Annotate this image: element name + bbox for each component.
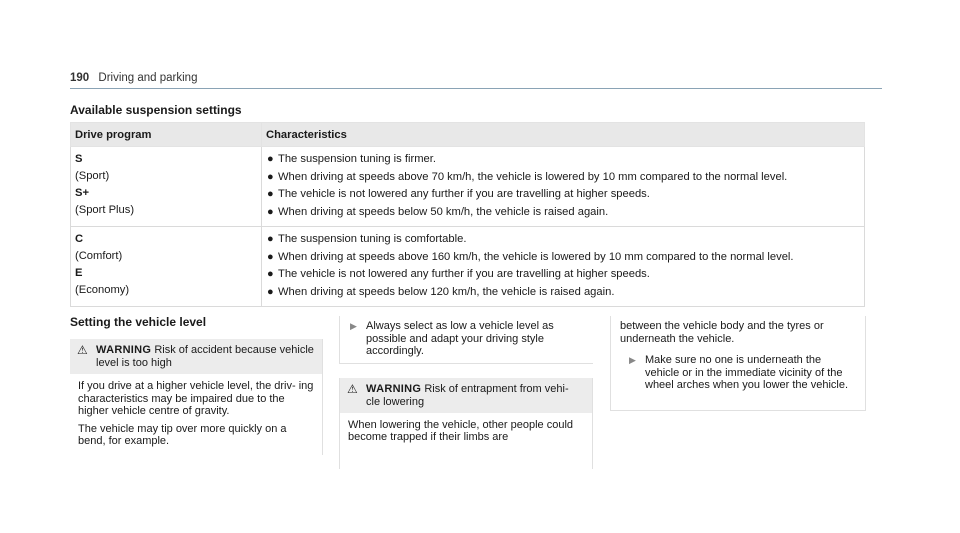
mode-code: C: [75, 233, 84, 245]
suspension-table: [70, 122, 865, 307]
characteristics-cell: [262, 147, 865, 227]
drive-program-cell: [71, 147, 262, 227]
warning-title: Risk of entrapment from vehi- cle lowering: [366, 382, 569, 408]
list-item: ● The vehicle is not lowered any further if you are travelling at higher speeds.: [278, 186, 860, 204]
list-item: ● The suspension tuning is comfortable.: [278, 231, 860, 249]
list-item: ● When driving at speeds above 160 km/h, the vehicle is lowered by 10 mm compared to the normal level.: [278, 249, 860, 267]
characteristics-cell: [262, 227, 865, 307]
table-row: [71, 227, 865, 307]
mode-name: (Sport Plus): [75, 204, 135, 216]
warning-title: Risk of accident because vehicle level is too high: [96, 344, 314, 369]
list-item: ● When driving at speeds above 70 km/h, the vehicle is lowered by 10 mm compared to the normal level.: [278, 169, 860, 187]
warning-triangle-icon: ⚠: [347, 381, 358, 396]
warning-label: WARNING: [96, 344, 152, 356]
mode-name: (Comfort): [75, 250, 123, 262]
page-header: [70, 72, 197, 84]
list-item: ● When driving at speeds below 50 km/h, the vehicle is raised again.: [278, 204, 860, 222]
warning-paragraph: If you drive at a higher vehicle level, the driv- ing characteristics may be impaired due to the higher vehicle centre of gravity.: [78, 380, 314, 417]
bullet-icon: ●: [267, 233, 274, 245]
warning-header: [70, 339, 322, 374]
play-arrow-icon: ▶: [629, 355, 636, 365]
warning-paragraph: The vehicle may tip over more quickly on a bend, for example.: [78, 422, 287, 447]
mode-name: (Sport): [75, 170, 110, 182]
warning-box-accident: [70, 339, 323, 455]
bullet-icon: ●: [267, 170, 274, 183]
table-header-row: [71, 123, 865, 147]
middle-column: [339, 316, 593, 469]
mode-code: S: [75, 153, 83, 165]
header-divider: [70, 88, 882, 89]
bullet-icon: ●: [267, 285, 274, 298]
warning-box-entrapment: [339, 378, 593, 469]
setting-vehicle-level-title: Setting the vehicle level: [70, 315, 207, 329]
warning-paragraph: When lowering the vehicle, other people could become trapped if their limbs are: [348, 418, 574, 443]
section-title: Available suspension settings: [70, 103, 242, 117]
mode-name: (Economy): [75, 284, 130, 296]
warning-header: [340, 378, 592, 413]
bullet-icon: ●: [267, 205, 274, 218]
instruction-text: Make sure no one is underneath the vehicle or in the immediate vicinity of the wheel arches when you lower the vehicle.: [645, 354, 849, 391]
warning-triangle-icon: ⚠: [77, 343, 88, 357]
instruction-step: [611, 345, 865, 392]
bullet-icon: ●: [267, 268, 274, 280]
mode-code: S+: [75, 187, 89, 199]
list-item: ● The suspension tuning is firmer.: [278, 151, 860, 169]
column-header-drive-program: Drive program: [71, 123, 262, 147]
instruction-step: [339, 316, 593, 364]
mode-code: E: [75, 267, 83, 279]
warning-body: [340, 413, 592, 444]
continued-text: between the vehicle body and the tyres or underneath the vehicle.: [620, 320, 824, 345]
column-header-characteristics: Characteristics: [262, 123, 865, 147]
table-row: [71, 147, 865, 227]
bullet-icon: ●: [267, 153, 274, 165]
drive-program-cell: [71, 227, 262, 307]
warning-body: [70, 374, 322, 448]
section-name: Driving and parking: [98, 72, 198, 84]
bullet-icon: ●: [267, 188, 274, 200]
bullet-icon: ●: [267, 250, 274, 263]
page-number: 190: [70, 72, 90, 84]
list-item: ● When driving at speeds below 120 km/h, the vehicle is raised again.: [278, 284, 860, 302]
list-item: ● The vehicle is not lowered any further if you are travelling at higher speeds.: [278, 266, 860, 284]
right-column-box: [610, 316, 866, 411]
play-arrow-icon: ▶: [350, 321, 357, 331]
instruction-text: Always select as low a vehicle level as possible and adapt your driving style accordingly.: [366, 320, 554, 357]
warning-label: WARNING: [366, 382, 422, 395]
